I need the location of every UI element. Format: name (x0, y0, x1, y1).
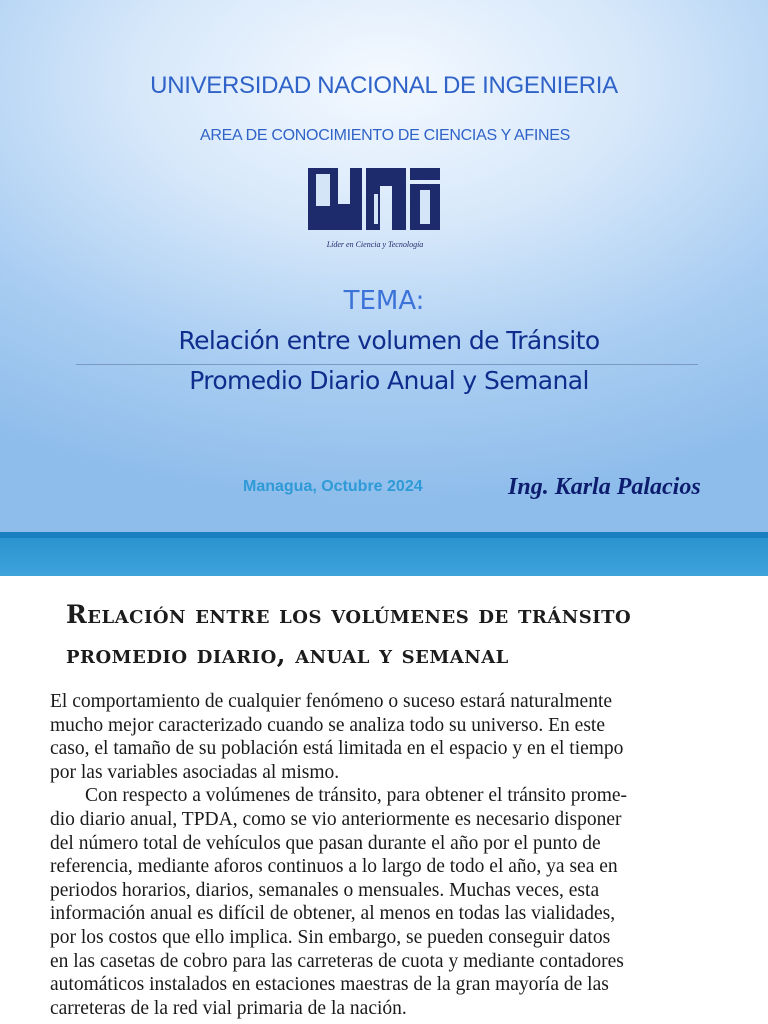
body-line: periodos horarios, diarios, semanales o mensuales. Muchas veces, esta (50, 879, 600, 901)
logo-tagline: Líder en Ciencia y Tecnología (326, 240, 424, 249)
body-line: información anual es difícil de obtener, al menos en todas las vialidades, (50, 903, 616, 925)
uni-logo-mark (304, 164, 446, 238)
body-line: por las variables asociadas al mismo. (50, 761, 340, 783)
body-line: referencia, mediante aforos continuos a lo largo de todo el año, ya sea en (50, 856, 618, 878)
presentation-title-line-2: Promedio Diario Anual y Semanal (189, 366, 589, 395)
body-line: en las casetas de cobro para las carreteras de cuota y mediante contadores (50, 950, 624, 972)
knowledge-area: AREA DE CONOCIMIENTO DE CIENCIAS Y AFINES (200, 127, 571, 144)
body-line: automáticos instalados en estaciones maestras de la gran mayoría de las (50, 974, 609, 996)
body-line: carreteras de la red vial primaria de la nación. (50, 997, 407, 1019)
section-heading-line-1: Relación entre los volúmenes de tránsito (66, 600, 632, 629)
body-line: del número total de vehículos que pasan durante el año por el punto de (50, 832, 601, 854)
uni-logo (304, 164, 446, 254)
body-line: caso, el tamaño de su población está limitada en el espacio y en el tiempo (50, 738, 624, 760)
body-line: El comportamiento de cualquier fenómeno o suceso estará naturalmente (50, 691, 613, 712)
body-text (50, 690, 718, 1020)
section-heading-line-2: promedio diario, anual y semanal (66, 640, 509, 669)
tema-label: TEMA: (343, 286, 425, 316)
footer-band (0, 538, 768, 576)
author-name: Ing. Karla Palacios (508, 474, 701, 500)
body-line: por los costos que ello implica. Sin embargo, se pueden conseguir datos (50, 926, 611, 948)
body-line: Con respecto a volúmenes de tránsito, para obtener el tránsito prome- (85, 785, 628, 807)
place-and-date: Managua, Octubre 2024 (243, 478, 423, 495)
body-line: mucho mejor caracterizado cuando se analiza todo su universo. En este (50, 714, 605, 736)
university-name: UNIVERSIDAD NACIONAL DE INGENIERIA (150, 72, 618, 99)
body-line: dio diario anual, TPDA, como se vio anteriormente es necesario disponer (50, 808, 622, 830)
presentation-title-line-1: Relación entre volumen de Tránsito (178, 326, 600, 355)
title-divider (76, 364, 698, 365)
